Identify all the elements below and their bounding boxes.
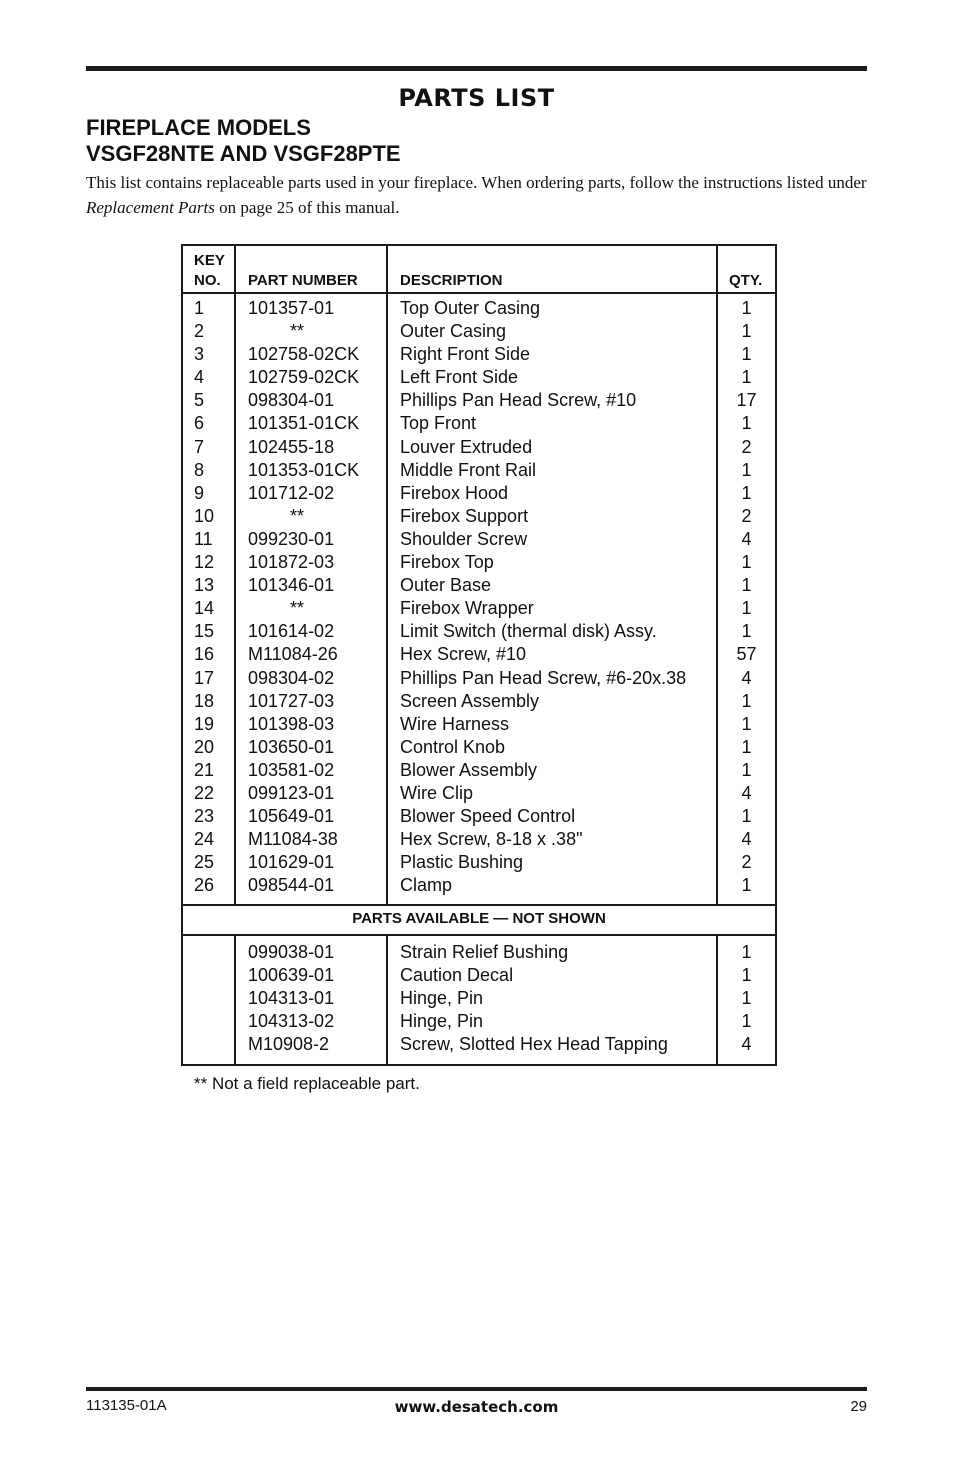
qty-cell: 4	[741, 829, 752, 850]
part-number-cell: 101346-01	[248, 575, 335, 596]
part-number-cell: 101629-01	[248, 852, 335, 873]
page-number: 29	[850, 1398, 867, 1415]
description-cell: Control Knob	[400, 736, 506, 757]
key-no-cell: 20	[194, 736, 215, 757]
intro-text-1: This list contains replaceable parts used in your fireplace. When ordering parts, follow the instructions listed under	[86, 173, 867, 192]
key-no-cell: 2	[194, 321, 205, 342]
key-no-cell: 3	[194, 344, 205, 365]
not-shown-qty-column	[718, 941, 775, 1056]
key-no-cell: 21	[194, 759, 215, 780]
key-no-cell: 17	[194, 667, 215, 688]
section-rule	[183, 934, 775, 936]
header-qty: QTY.	[729, 272, 763, 289]
description-cell: Limit Switch (thermal disk) Assy.	[400, 621, 657, 642]
description-cell: Outer Casing	[400, 321, 507, 342]
qty-cell: 1	[741, 1011, 752, 1032]
description-cell: Hex Screw, 8-18 x .38"	[400, 829, 583, 850]
part-number-cell: 098544-01	[248, 875, 335, 896]
not-shown-description-column	[400, 941, 714, 1056]
qty-cell: 1	[741, 344, 752, 365]
qty-column	[718, 297, 775, 897]
part-number-cell: **	[290, 505, 305, 526]
models-heading-line2: VSGF28NTE AND VSGF28PTE	[86, 141, 401, 166]
key-no-cell: 19	[194, 713, 215, 734]
key-no-cell: 16	[194, 644, 215, 665]
part-number-cell: 101712-02	[248, 482, 335, 503]
part-number-column	[248, 297, 378, 897]
intro-text-2: on page 25 of this manual.	[214, 198, 400, 217]
key-no-cell: 6	[194, 413, 205, 434]
column-divider	[386, 246, 388, 904]
qty-cell: 1	[741, 482, 752, 503]
description-cell: Phillips Pan Head Screw, #6-20x.38	[400, 667, 687, 688]
column-divider	[234, 935, 236, 1064]
part-number-cell: 101398-03	[248, 713, 335, 734]
part-number-cell: 099230-01	[248, 528, 335, 549]
description-cell: Blower Assembly	[400, 759, 538, 780]
part-number-cell: 100639-01	[248, 965, 335, 986]
description-cell: Right Front Side	[400, 344, 531, 365]
header-part-number: PART NUMBER	[248, 272, 358, 289]
qty-cell: 1	[741, 598, 752, 619]
key-no-cell: 9	[194, 482, 205, 503]
part-number-cell: M11084-26	[248, 644, 338, 665]
intro-italic: Replacement Parts	[86, 198, 215, 217]
key-no-cell: 7	[194, 436, 205, 457]
part-number-cell: 102759-02CK	[248, 367, 360, 388]
qty-cell: 1	[741, 988, 752, 1009]
description-cell: Hinge, Pin	[400, 988, 484, 1009]
description-cell: Wire Clip	[400, 782, 474, 803]
not-shown-heading: PARTS AVAILABLE — NOT SHOWN	[352, 910, 606, 927]
qty-cell: 4	[741, 1034, 752, 1055]
qty-cell: 1	[741, 552, 752, 573]
key-no-cell: 23	[194, 806, 215, 827]
part-number-cell: 102758-02CK	[248, 344, 360, 365]
qty-cell: 1	[741, 875, 752, 896]
part-number-cell: 101353-01CK	[248, 459, 360, 480]
key-no-cell: 25	[194, 852, 215, 873]
part-number-cell: M11084-38	[248, 829, 338, 850]
qty-cell: 1	[741, 759, 752, 780]
footnote: ** Not a field replaceable part.	[194, 1074, 420, 1093]
description-cell: Shoulder Screw	[400, 528, 528, 549]
description-cell: Left Front Side	[400, 367, 519, 388]
description-cell: Caution Decal	[400, 965, 514, 986]
key-no-cell: 13	[194, 575, 215, 596]
qty-cell: 1	[741, 575, 752, 596]
description-cell: Hinge, Pin	[400, 1011, 484, 1032]
models-heading	[86, 115, 401, 167]
description-cell: Strain Relief Bushing	[400, 942, 569, 962]
part-number-cell: M10908-2	[248, 1034, 330, 1055]
qty-cell: 1	[741, 806, 752, 827]
doc-number: 113135-01A	[86, 1397, 167, 1414]
key-no-cell: 10	[194, 505, 215, 526]
key-no-cell: 24	[194, 829, 215, 850]
description-cell: Wire Harness	[400, 713, 510, 734]
qty-cell: 1	[741, 298, 752, 318]
not-shown-part-column	[248, 941, 378, 1056]
header-rule	[183, 292, 775, 294]
qty-cell: 1	[741, 459, 752, 480]
qty-cell: 2	[741, 852, 752, 873]
header-key-line1: KEY	[194, 252, 225, 269]
description-column	[400, 297, 714, 897]
page-title: PARTS LIST	[398, 84, 555, 112]
description-cell: Top Front	[400, 413, 477, 434]
intro-paragraph	[86, 170, 876, 220]
qty-cell: 4	[741, 528, 752, 549]
qty-cell: 57	[736, 644, 757, 665]
qty-cell: 17	[736, 390, 757, 411]
description-cell: Hex Screw, #10	[400, 644, 527, 665]
header-key-line2: NO.	[194, 272, 221, 289]
part-number-cell: **	[290, 598, 305, 619]
key-no-cell: 22	[194, 782, 215, 803]
qty-cell: 4	[741, 667, 752, 688]
part-number-cell: 101357-01	[248, 298, 335, 318]
description-cell: Phillips Pan Head Screw, #10	[400, 390, 637, 411]
key-no-cell: 4	[194, 367, 205, 388]
header-description: DESCRIPTION	[400, 272, 503, 289]
qty-cell: 1	[741, 621, 752, 642]
description-cell: Middle Front Rail	[400, 459, 537, 480]
part-number-cell: 103581-02	[248, 759, 335, 780]
key-no-cell: 8	[194, 459, 205, 480]
part-number-cell: 101872-03	[248, 552, 335, 573]
website: www.desatech.com	[394, 1398, 559, 1416]
part-number-cell: 101351-01CK	[248, 413, 360, 434]
column-divider	[234, 246, 236, 904]
description-cell: Firebox Support	[400, 505, 529, 526]
part-number-cell: 101727-03	[248, 690, 335, 711]
qty-cell: 4	[741, 782, 752, 803]
top-rule	[86, 66, 867, 71]
qty-cell: 1	[741, 713, 752, 734]
qty-cell: 1	[741, 321, 752, 342]
qty-cell: 1	[741, 413, 752, 434]
section-rule	[183, 904, 775, 906]
key-no-cell: 11	[194, 528, 213, 549]
qty-cell: 1	[741, 942, 752, 962]
part-number-cell: 101614-02	[248, 621, 335, 642]
description-cell: Firebox Wrapper	[400, 598, 534, 619]
parts-table	[181, 244, 777, 1066]
key-no-cell: 26	[194, 875, 215, 896]
key-no-cell: 15	[194, 621, 215, 642]
part-number-cell: 098304-02	[248, 667, 335, 688]
description-cell: Firebox Hood	[400, 482, 509, 503]
bottom-rule	[86, 1387, 867, 1391]
key-no-cell: 1	[194, 298, 205, 318]
qty-cell: 2	[741, 505, 752, 526]
key-no-cell: 18	[194, 690, 215, 711]
part-number-cell: 103650-01	[248, 736, 335, 757]
description-cell: Screw, Slotted Hex Head Tapping	[400, 1034, 668, 1055]
part-number-cell: **	[290, 321, 305, 342]
key-column	[194, 297, 232, 897]
description-cell: Top Outer Casing	[400, 298, 541, 318]
key-no-cell: 12	[194, 552, 215, 573]
part-number-cell: 098304-01	[248, 390, 335, 411]
part-number-cell: 099038-01	[248, 942, 335, 962]
description-cell: Clamp	[400, 875, 453, 896]
description-cell: Blower Speed Control	[400, 806, 576, 827]
qty-cell: 2	[741, 436, 752, 457]
column-divider	[386, 935, 388, 1064]
description-cell: Screen Assembly	[400, 690, 540, 711]
description-cell: Louver Extruded	[400, 436, 533, 457]
qty-cell: 1	[741, 690, 752, 711]
description-cell: Firebox Top	[400, 552, 494, 573]
qty-cell: 1	[741, 965, 752, 986]
part-number-cell: 102455-18	[248, 436, 335, 457]
models-heading-line1: FIREPLACE MODELS	[86, 115, 311, 140]
key-no-cell: 5	[194, 390, 205, 411]
description-cell: Plastic Bushing	[400, 852, 524, 873]
part-number-cell: 105649-01	[248, 806, 335, 827]
description-cell: Outer Base	[400, 575, 492, 596]
qty-cell: 1	[741, 736, 752, 757]
part-number-cell: 104313-01	[248, 988, 335, 1009]
part-number-cell: 099123-01	[248, 782, 335, 803]
key-no-cell: 14	[194, 598, 215, 619]
part-number-cell: 104313-02	[248, 1011, 335, 1032]
header-key-no	[194, 251, 225, 291]
qty-cell: 1	[741, 367, 752, 388]
